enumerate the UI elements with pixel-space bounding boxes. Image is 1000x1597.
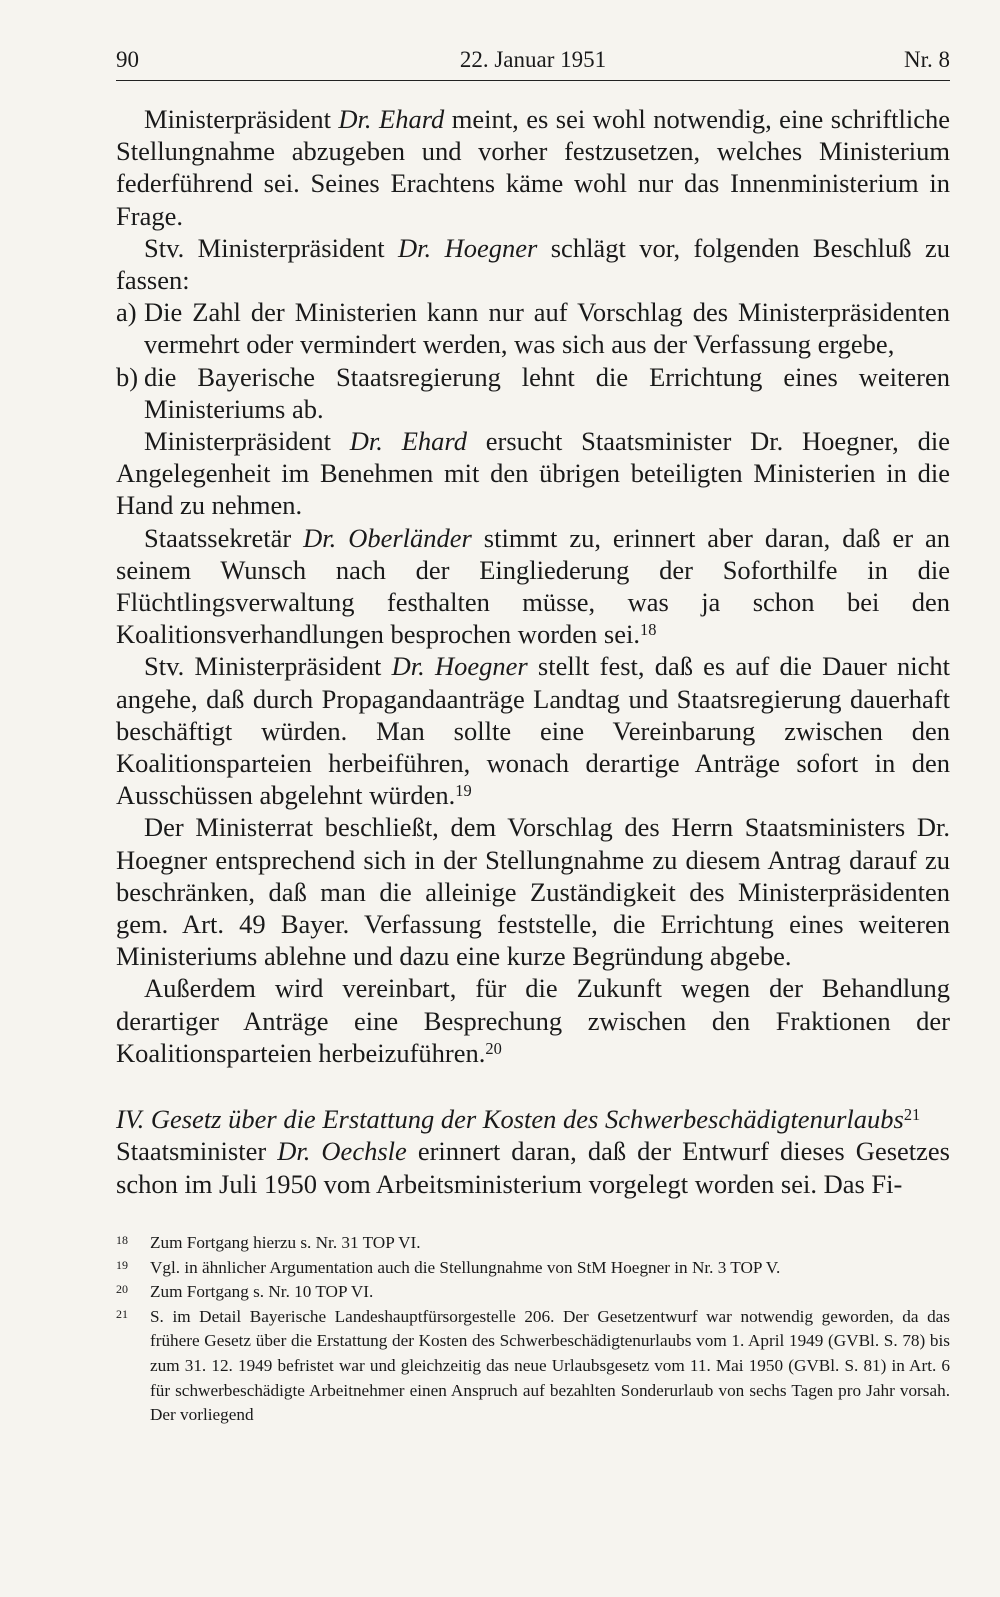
list-item: b) die Bayerische Staatsregierung lehnt die Errichtung eines weiteren Ministeriums ab. [116, 361, 950, 424]
paragraph: Außerdem wird vereinbart, für die Zukunft wegen der Behandlung derartiger Anträge eine Besprechung zwischen den Fraktionen der Koalitionsparteien herbeizuführen.$^{20}$ [116, 973, 950, 1068]
footnote [116, 1280, 950, 1305]
footnote-text: Zum Fortgang s. Nr. 10 TOP VI. [150, 1282, 374, 1302]
paragraph: Stv. Ministerpräsident Dr. Hoegner schlägt vor, folgenden Beschluß zu fassen: [116, 232, 950, 296]
footnotes [116, 1231, 950, 1428]
footnote-text: S. im Detail Bayerische Landeshauptfürsorgestelle 206. Der Gesetzentwurf war notwendig geworden, da das frühere Gesetz über die Erstattung der Kosten des Schwerbeschädigtenurlaubs vom 1. April 1949 (GVBl. S. 78) bis zum 31. 12. 1949 befristet war und gleichzeitig das neue Urlaubsgesetz vom 11. Mai 1950 (GVBl. S. 81) in Art. 6 für schwerbeschädigte Arbeitnehmer einen Anspruch auf bezahlten Sonderurlaub von sechs Tagen pro Jahr vorsah. Der vorliegend [150, 1306, 950, 1425]
section-heading: IV. Gesetz über die Erstattung der Kosten des Schwerbeschädigtenurlaubs$^{21}$ [116, 1104, 921, 1135]
speaker-name: Dr. Ehard [338, 104, 445, 134]
header-date: 22. Januar 1951 [459, 47, 607, 72]
main-text [116, 103, 950, 1200]
footnote-text: Vgl. in ähnlicher Argumentation auch die Stellungnahme von StM Hoegner in Nr. 3 TOP V. [150, 1257, 781, 1277]
speaker-name: Dr. Hoegner [391, 651, 528, 682]
speaker-name: Dr. Oberländer [303, 522, 472, 553]
footnote-ref[interactable]: 20 [485, 1038, 502, 1058]
footnote [116, 1231, 950, 1256]
page-number: 90 [116, 47, 139, 72]
paragraph: Der Ministerrat beschließt, dem Vorschlag des Herrn Staatsministers Dr. Hoegner entsprechend sich in der Stellungnahme zu diesem Antrag darauf zu beschränken, daß man die alleinige Zuständigkeit des Ministerpräsidenten gem. Art. 49 Bayer. Verfassung feststelle, die Errichtung eines weiteren Ministeriums ablehne und dazu eine kurze Begründung abgebe. [116, 812, 950, 972]
running-header [116, 40, 950, 81]
paragraph: Ministerpräsident Dr. Ehard meint, es sei wohl notwendig, eine schriftliche Stellungnahme abzugeben und vorher festzusetzen, welches Ministerium federführend sei. Seines Erachtens käme wohl nur das Innenministerium in Frage. [116, 104, 950, 231]
list-marker: a) [116, 297, 137, 328]
footnote [116, 1305, 950, 1428]
paragraph: Staatsminister Dr. Oechsle erinnert daran, daß der Entwurf dieses Gesetzes schon im Juli 1950 vom Arbeitsministerium vorgelegt worden sei. Das Fi- [116, 1136, 950, 1199]
speaker-name: Dr. Hoegner [398, 232, 538, 263]
paragraph: Ministerpräsident Dr. Ehard ersucht Staatsminister Dr. Hoegner, die Angelegenheit im Benehmen mit den übrigen beteiligten Ministerien in die Hand zu nehmen. [116, 426, 950, 521]
list-item: a) Die Zahl der Ministerien kann nur auf Vorschlag des Ministerpräsidenten vermehrt oder vermindert werden, was sich aus der Verfassung ergebe, [116, 297, 950, 360]
footnote-number: 20 [116, 1282, 128, 1297]
speaker-name: Dr. Ehard [349, 426, 467, 457]
issue-number: Nr. 8 [904, 47, 950, 72]
footnote-ref[interactable]: 21 [903, 1104, 921, 1124]
speaker-name: Dr. Oechsle [277, 1136, 407, 1167]
paragraph: Stv. Ministerpräsident Dr. Hoegner stellt fest, daß es auf die Dauer nicht angehe, daß durch Propagandaanträge Landtag und Staatsregierung dauerhaft beschäftigt würden. Man sollte eine Vereinbarung zwischen den Koalitionsparteien herbeiführen, wonach derartige Anträge sofort in den Ausschüssen abgelehnt würden.$^{19}$ [116, 651, 950, 811]
footnote-ref[interactable]: 18 [639, 620, 657, 640]
paragraph: Staatssekretär Dr. Oberländer stimmt zu, erinnert aber daran, daß er an seinem Wunsch nach der Eingliederung der Soforthilfe in die Flüchtlingsverwaltung festhalten müsse, was ja schon bei den Koalitionsverhandlungen besprochen worden sei.$^{18}$ [116, 522, 950, 650]
footnote-number: 18 [116, 1233, 128, 1247]
footnote-text: Zum Fortgang hierzu s. Nr. 31 TOP VI. [150, 1233, 421, 1252]
footnote-number: 21 [116, 1306, 128, 1321]
footnote-ref[interactable]: 19 [455, 781, 472, 801]
list-marker: b) [116, 361, 139, 392]
footnote [116, 1256, 950, 1281]
footnote-number: 19 [116, 1257, 128, 1272]
